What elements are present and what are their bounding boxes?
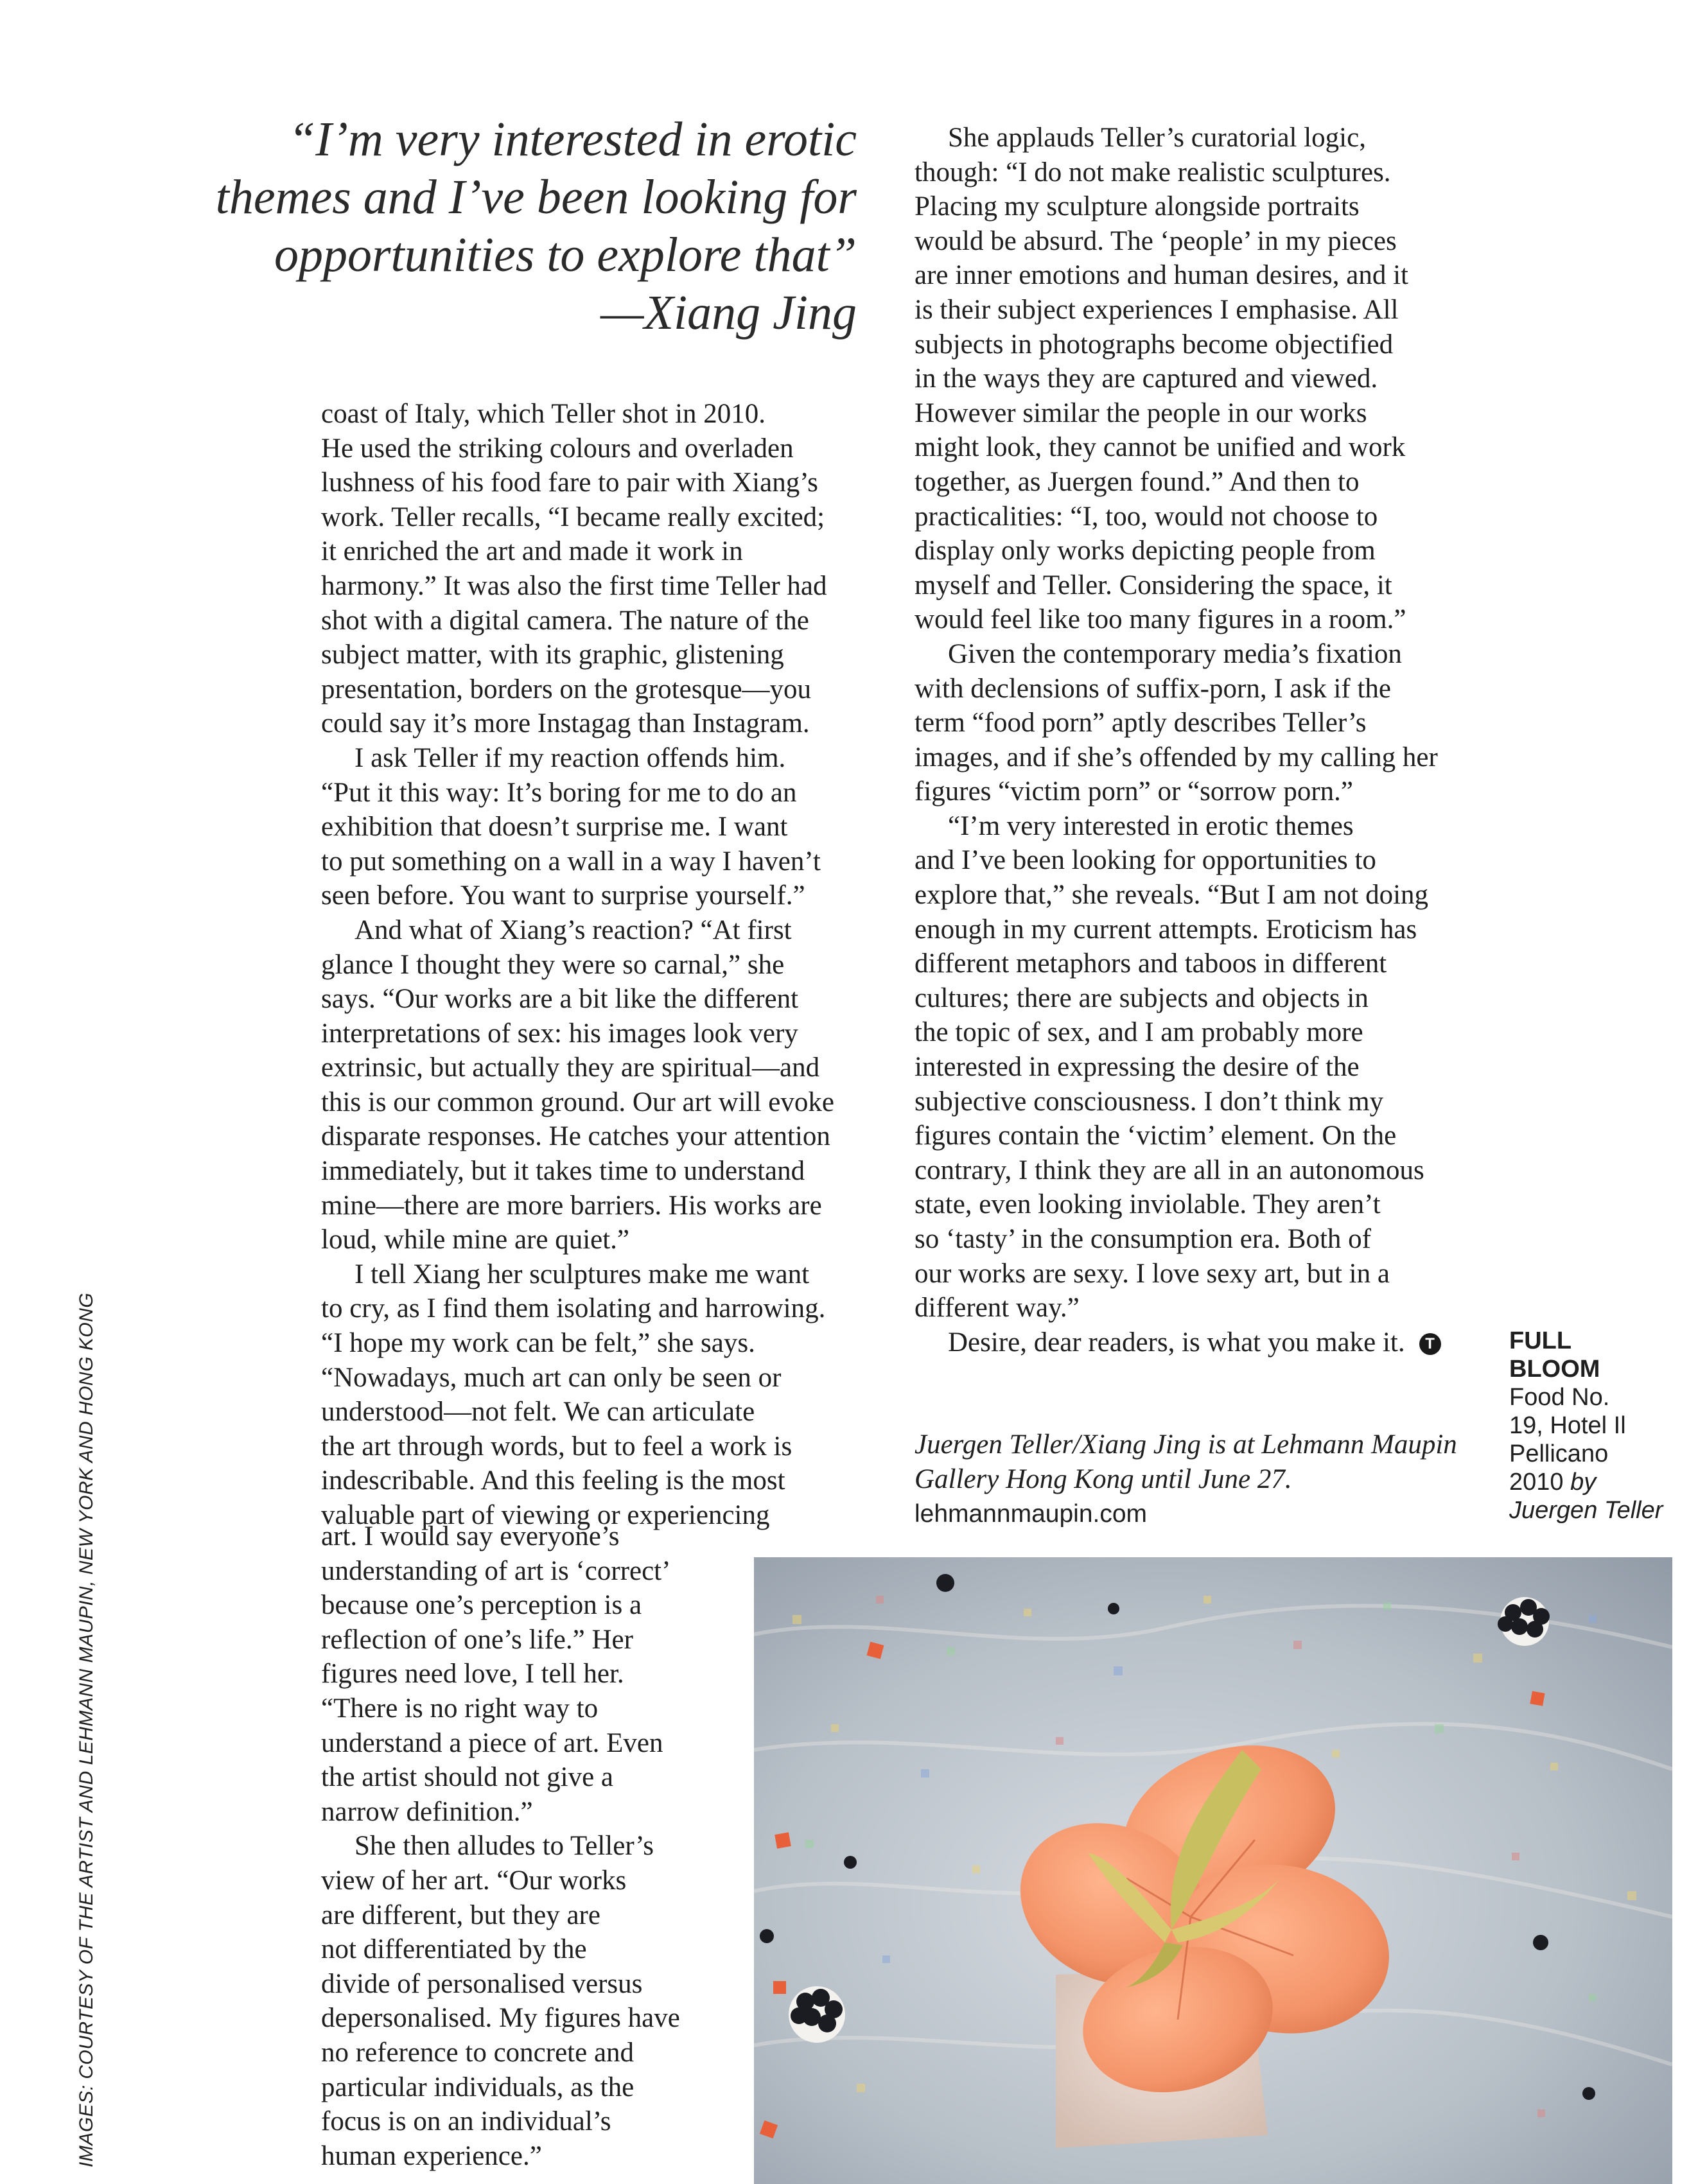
text-line: indescribable. And this feeling is the most [321,1465,785,1496]
text-line: view of her art. “Our works [321,1865,627,1896]
gallery-link[interactable]: lehmannmaupin.com [915,1500,1148,1528]
text-line: interpretations of sex: his images look very [321,1018,798,1049]
caption-text: 2010 [1509,1469,1564,1496]
text-line: immediately, but it takes time to understand [321,1156,805,1187]
text-line: She applauds Teller’s curatorial logic, [948,123,1366,153]
food-photo-image [754,1557,1672,2184]
text-line: so ‘tasty’ in the consumption era. Both of [915,1224,1371,1254]
text-line: images, and if she’s offended by my calling her [915,742,1438,773]
text-line: it enriched the art and made it work in [321,536,743,567]
caption-author: Juergen Teller [1509,1497,1663,1524]
text-line: work. Teller recalls, “I became really excited; [321,502,825,532]
text-line: might look, they cannot be unified and work [915,432,1406,463]
text-line: And what of Xiang’s reaction? “At first [354,914,792,945]
pull-quote-line: themes and I’ve been looking for [215,170,857,224]
text-line: loud, while mine are quiet.” [321,1225,630,1255]
text-line: says. “Our works are a bit like the different [321,984,799,1015]
text-line: understood—not felt. We can articulate [321,1397,755,1428]
food-photo [754,1557,1672,2184]
text-line: this is our common ground. Our art will evoke [321,1087,834,1117]
text-line: “I’m very interested in erotic themes [948,810,1354,841]
text-line: is their subject experiences I emphasise. All [915,294,1399,325]
pull-quote-line: opportunities to explore that” [274,228,857,282]
text-line: explore that,” she reveals. “But I am not doing [915,880,1429,911]
text-line: understanding of art is ‘correct’ [321,1555,671,1586]
text-line: cultures; there are subjects and objects in [915,983,1369,1013]
caption-title: BLOOM [1509,1356,1600,1383]
caption-by: by [1570,1469,1597,1496]
text-line: He used the striking colours and overladen [321,433,794,464]
text-line: narrow definition.” [321,1796,533,1827]
text-line: However similar the people in our works [915,397,1367,428]
text-line: glance I thought they were so carnal,” she [321,949,785,980]
caption-text: 19, Hotel Il [1509,1412,1626,1439]
text-line: interested in expressing the desire of the [915,1052,1360,1083]
text-line: human experience.” [321,2140,542,2171]
text-line: “Put it this way: It’s boring for me to do an [321,777,797,808]
text-line: and I’ve been looking for opportunities to [915,845,1376,876]
text-line: our works are sexy. I love sexy art, but in a [915,1258,1390,1289]
text-line: understand a piece of art. Even [321,1727,663,1758]
text-line: divide of personalised versus [321,1968,643,1999]
text-line: different metaphors and taboos in different [915,948,1387,979]
text-line: are inner emotions and human desires, and it [915,260,1409,291]
body-column-left-narrow [321,1519,706,2173]
photo-caption [1509,1327,1695,1524]
pull-quote-attribution: —Xiang Jing [600,286,857,340]
text-line: state, even looking inviolable. They aren’t [915,1189,1381,1220]
text-line: exhibition that doesn’t surprise me. I want [321,812,788,843]
exhibition-info [915,1428,1492,1532]
text-line: myself and Teller. Considering the space, it [915,570,1392,600]
text-line: shot with a digital camera. The nature of the [321,605,809,636]
caption-title: FULL [1509,1327,1572,1354]
text-line: art. I would say everyone’s [321,1521,620,1551]
text-line: no reference to concrete and [321,2037,635,2068]
body-column-left [321,397,886,1533]
text-line: disparate responses. He catches your attention [321,1121,830,1152]
text-line: I ask Teller if my reaction offends him. [354,742,786,773]
text-line: would be absurd. The ‘people’ in my pieces [915,225,1397,256]
text-line: would feel like too many figures in a room.” [915,604,1406,635]
text-line: because one’s perception is a [321,1590,642,1621]
text-line: not differentiated by the [321,1934,587,1965]
text-line: term “food porn” aptly describes Teller’s [915,708,1367,738]
text-line: with declensions of suffix-porn, I ask if the [915,673,1392,704]
text-line: subjective consciousness. I don’t think my [915,1086,1384,1117]
text-line: “There is no right way to [321,1693,599,1724]
text-line: presentation, borders on the grotesque—you [321,674,812,704]
text-line: Desire, dear readers, is what you make it. [948,1327,1405,1358]
text-line: the artist should not give a [321,1762,614,1793]
text-line: though: “I do not make realistic sculptures. [915,157,1391,188]
text-line: depersonalised. My figures have [321,2003,680,2034]
pull-quote [193,110,857,342]
text-line: contrary, I think they are all in an autonomous [915,1155,1424,1185]
text-line: “Nowadays, much art can only be seen or [321,1362,782,1393]
text-line: display only works depicting people from [915,536,1376,566]
text-line: coast of Italy, which Teller shot in 2010. [321,399,766,429]
text-line: Placing my sculpture alongside portraits [915,191,1360,222]
text-line: the art through words, but to feel a work is [321,1431,792,1462]
text-line: practicalities: “I, too, would not choose to [915,501,1378,532]
text-line: figures contain the ‘victim’ element. On the [915,1121,1397,1151]
end-mark-icon: T [1419,1333,1441,1355]
text-line: enough in my current attempts. Eroticism has [915,914,1417,945]
caption-text: Food No. [1509,1384,1610,1411]
pull-quote-line: “I’m very interested in erotic [288,112,857,166]
text-line: subject matter, with its graphic, glistening [321,640,784,670]
text-line: I tell Xiang her sculptures make me want [354,1259,810,1289]
text-line: particular individuals, as the [321,2072,635,2102]
exhibition-line: Juergen Teller/Xiang Jing is at Lehmann Maupin [915,1429,1457,1460]
caption-text: Pellicano [1509,1440,1609,1467]
text-line: valuable part of viewing or experiencing [321,1500,770,1530]
text-line: subjects in photographs become objectified [915,329,1394,360]
body-column-right [915,121,1485,1359]
exhibition-line: Gallery Hong Kong until June 27. [915,1463,1292,1494]
text-line: together, as Juergen found.” And then to [915,466,1360,497]
text-line: in the ways they are captured and viewed. [915,363,1378,394]
text-line: seen before. You want to surprise yourself.” [321,880,805,911]
text-line: Given the contemporary media’s fixation [948,638,1402,669]
image-credit: IMAGES: COURTESY OF THE ARTIST AND LEHMANN MAUPIN, NEW YORK AND HONG KONG [76,1292,97,2167]
text-line: harmony.” It was also the first time Teller had [321,570,827,601]
text-line: focus is on an individual’s [321,2106,611,2137]
text-line: figures “victim porn” or “sorrow porn.” [915,776,1354,807]
text-line: reflection of one’s life.” Her [321,1624,633,1655]
text-line: different way.” [915,1293,1080,1324]
text-line: mine—there are more barriers. His works are [321,1190,822,1221]
text-line: She then alludes to Teller’s [354,1831,654,1862]
text-line: “I hope my work can be felt,” she says. [321,1328,755,1359]
text-line: are different, but they are [321,1900,600,1930]
text-line: the topic of sex, and I am probably more [915,1017,1363,1048]
text-line: to put something on a wall in a way I haven’t [321,846,821,877]
text-line: extrinsic, but actually they are spiritual—and [321,1053,820,1083]
text-line: could say it’s more Instagag than Instagram. [321,708,810,739]
text-line: figures need love, I tell her. [321,1659,624,1690]
text-line: lushness of his food fare to pair with Xiang’s [321,467,818,498]
text-line: to cry, as I find them isolating and harrowing. [321,1293,826,1324]
